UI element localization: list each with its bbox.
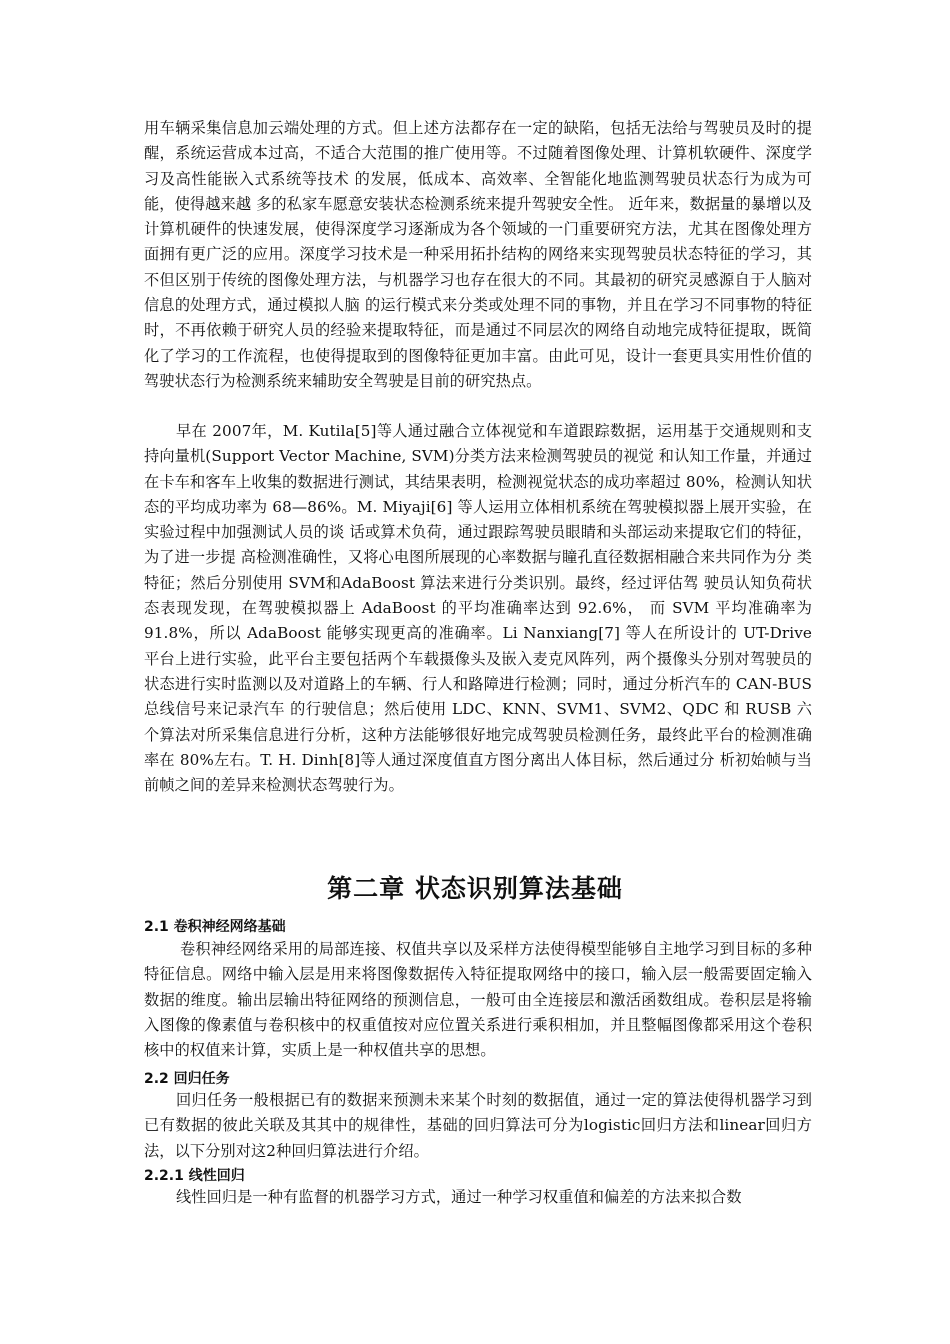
paragraph-linear-regression: 线性回归是一种有监督的机器学习方式，通过一种学习权重值和偏差的方法来拟合数 xyxy=(176,1188,742,1206)
paragraph-related-work: 早在 2007年，M. Kutila[5]等人通过融合立体视觉和车道跟踪数据，运用基于交通规则和支持向量机(Support Vector Machine, SVM)分类方法来检测驾驶员的视觉 和认知工作量，并通过在卡车和客车上收集的数据进行测试，其结果表明，检测视觉状态的成功率超过 80%，检测认知状态的平均成功率为 68—86%。M. Miyaji[6] 等人运用立体相机系统在驾驶模拟器上展开实验，在实验过程中加强测试人员的谈 话或算术负荷，通过跟踪驾驶员眼睛和头部运动来提取它们的特征，为了进一步提 高检测准确性，又将心电图所展现的心率数据与瞳孔直径数据相融合来共同作为分 类特征；然后分别使用 SVM和AdaBoost 算法来进行分类识别。最终，经过评估驾 驶员认知负荷状态表现发现，在驾驶模拟器上 AdaBoost 的平均准确率达到 92.6%， 而 SVM 平均准确率为 91.8%，所以 AdaBoost 能够实现更高的准确率。Li Nanxiang[7] 等人在所设计的 UT-Drive 平台上进行实验，此平台主要包括两个车载摄像头及嵌入麦克风阵列，两个摄像头分别对驾驶员的状态进行实时监测以及对道路上的车辆、行人和路障进行检测；同时，通过分析汽车的 CAN-BUS 总线信号来记录汽车 的行驶信息；然后使用 LDC、KNN、SVM1、SVM2、QDC 和 RUSB 六个算法对所采集信息进行分析，这种方法能够很好地完成驾驶员检测任务，最终此平台的检测准确率在 80%左右。T. H. Dinh[8]等人通过深度值直方图分离出人体目标，然后通过分 析初始帧与当前帧之间的差异来检测状态驾驶行为。 xyxy=(144,422,812,795)
paragraph-cnn-basics: 卷积神经网络采用的局部连接、权值共享以及采样方法使得模型能够自主地学习到目标的多种特征信息。网络中输入层是用来将图像数据传入特征提取网络中的接口，输入层一般需要固定输入数据的维度。输出层输出特征网络的预测信息，一般可由全连接层和激活函数组成。卷积层是将输入图像的像素值与卷积核中的权重值按对应位置关系进行乘积相加，并且整幅图像都采用这个卷积核中的权值来计算，实质上是一种权值共享的思想。 xyxy=(144,940,812,1060)
section-heading-2-2-1: 2.2.1 线性回归 xyxy=(144,1168,245,1184)
paragraph-regression-task: 回归任务一般根据已有的数据来预测未来某个时刻的数据值，通过一定的算法使得机器学习到已有数据的彼此关联及其其中的规律性，基础的回归算法可分为logistic回归方法和linear回归方法，以下分别对这2种回归算法进行介绍。 xyxy=(144,1091,812,1160)
section-heading-2-2: 2.2 回归任务 xyxy=(144,1071,230,1087)
paragraph-intro-continued: 用车辆采集信息加云端处理的方式。但上述方法都存在一定的缺陷，包括无法给与驾驶员及时的提醒，系统运营成本过高，不适合大范围的推广使用等。不过随着图像处理、计算机软硬件、深度学习及高性能嵌入式系统等技术 的发展，低成本、高效率、全智能化地监测驾驶员状态行为成为可能，使得越来越 多的私家车愿意安装状态检测系统来提升驾驶安全性。 近年来，数据量的暴增以及计算机硬件的快速发展，使得深度学习逐渐成为各个领域的一门重要研究方法，尤其在图像处理方面拥有更广泛的应用。深度学习技术是一种采用拓扑结构的网络来实现驾驶员状态特征的学习，其不但区别于传统的图像处理方法，与机器学习也存在很大的不同。其最初的研究灵感源自于人脑对信息的处理方式，通过模拟人脑 的运行模式来分类或处理不同的事物，并且在学习不同事物的特征时，不再依赖于研究人员的经验来提取特征，而是通过不同层次的网络自动地完成特征提取，既简化了学习的工作流程，也使得提取到的图像特征更加丰富。由此可见，设计一套更具实用性价值的驾驶状态行为检测系统来辅助安全驾驶是目前的研究热点。 xyxy=(144,119,812,390)
chapter-title: 第二章 状态识别算法基础 xyxy=(327,874,623,903)
section-heading-2-1: 2.1 卷积神经网络基础 xyxy=(144,919,286,935)
